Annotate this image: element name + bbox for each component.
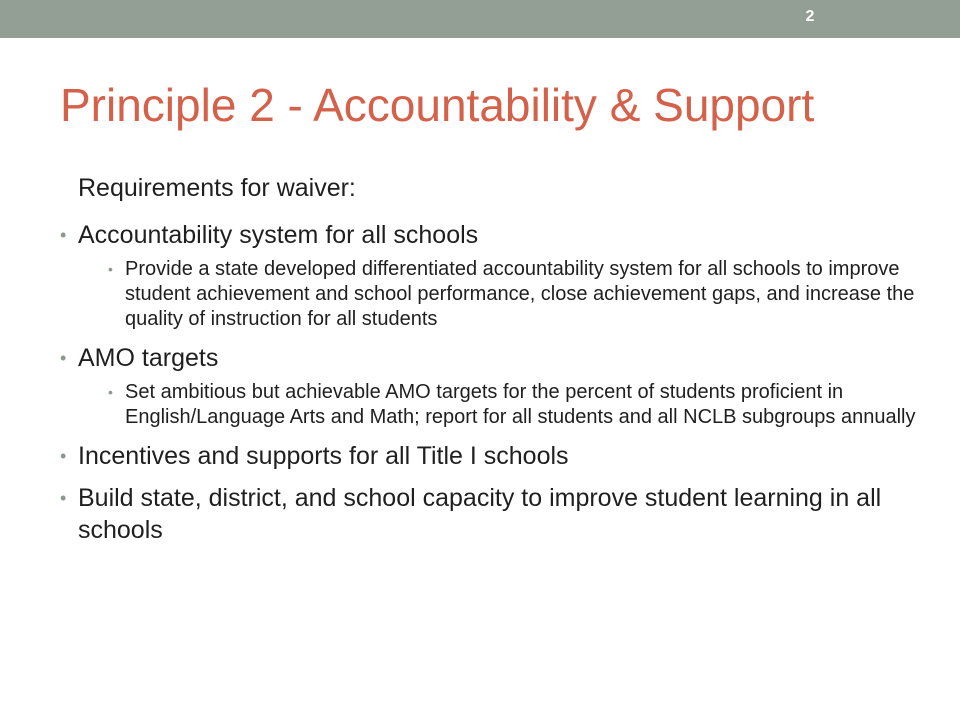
- bullet-dot-icon: •: [60, 348, 67, 368]
- bullet-dot-icon: •: [60, 488, 67, 508]
- bullet-text: Incentives and supports for all Title I schools: [78, 442, 569, 470]
- bullet-item: [60, 342, 920, 430]
- sub-bullet-list: [78, 257, 920, 332]
- top-bar: [0, 0, 960, 38]
- bullet-dot-icon: •: [60, 225, 67, 245]
- bullet-text: Accountability system for all schools: [78, 221, 479, 249]
- bullet-list: [60, 219, 920, 546]
- sub-bullet-item: [78, 257, 920, 332]
- bullet-item: [60, 219, 920, 332]
- sub-bullet-text: Set ambitious but achievable AMO targets for the percent of students proficient in English/Language Arts and Math; report for all students and all NCLB subgroups annually: [125, 381, 916, 428]
- slide-number: 2: [805, 8, 815, 25]
- intro-text: Requirements for waiver:: [78, 174, 356, 202]
- slide-title: Principle 2 - Accountability & Support: [60, 79, 815, 131]
- sub-bullet-list: [78, 380, 920, 430]
- bullet-item: [60, 440, 920, 472]
- bullet-dot-icon: •: [60, 446, 67, 466]
- bullet-text: Build state, district, and school capacity to improve student learning in all schools: [78, 484, 882, 544]
- sub-bullet-item: [78, 380, 920, 430]
- sub-bullet-text: Provide a state developed differentiated accountability system for all schools to improve student achievement and school performance, close achievement gaps, and increase the quality of instruction for all students: [125, 258, 915, 330]
- slide-body: [60, 174, 920, 556]
- bullet-text: AMO targets: [78, 344, 219, 372]
- bullet-item: [60, 482, 920, 546]
- sub-bullet-dot-icon: •: [108, 261, 113, 277]
- sub-bullet-dot-icon: •: [108, 384, 113, 400]
